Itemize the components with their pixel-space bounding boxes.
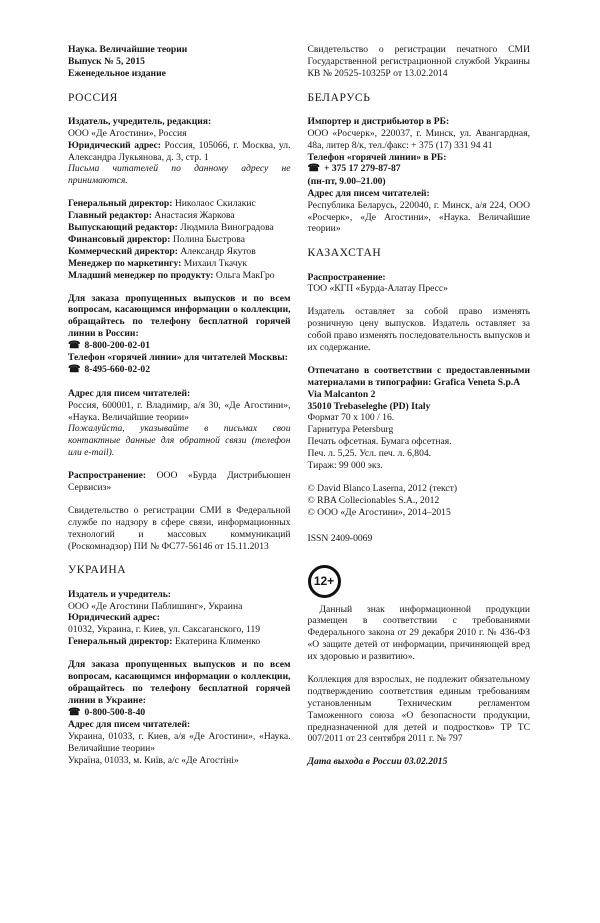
ukraine-letters-address-ua: Україна, 01033, м. Київ, а/с «Де Агостіні» [68, 754, 239, 766]
publisher-rights-note: Издатель оставляет за собой право изменять розничную цену выпусков. Издатель оставляет за собой право изменять последовательность выпусков и их содержание. [307, 306, 530, 354]
printing-address-line2: 35010 Trebaseleghe (PD) Italy [307, 400, 431, 412]
ukraine-hotline-phone-line [68, 707, 291, 719]
belarus-hotline-phone-number: + 375 17 279-87-87 [323, 163, 401, 175]
russia-legal-address [68, 140, 291, 164]
age-rating-badge [308, 565, 341, 598]
section-heading-ukraine: УКРАИНА [68, 564, 127, 577]
director-label: Генеральный директор: [68, 636, 173, 648]
section-heading-kazakhstan: КАЗАХСТАН [307, 247, 382, 260]
release-date: Дата выхода в России 03.02.2015 [307, 756, 448, 768]
distribution-value: ООО «Бурда Дистрибьюшен Сервисиз» [68, 470, 291, 493]
ukraine-director [68, 636, 291, 648]
ukraine-publisher-block [68, 589, 291, 648]
russia-hotline-phone-line [68, 340, 291, 352]
kazakhstan-block [308, 272, 531, 296]
staff-role-label: Главный редактор: [68, 210, 152, 222]
ukraine-letters-label: Адрес для писем читателей: [68, 719, 191, 731]
russia-publisher-value: ООО «Де Агостини», Россия [68, 127, 187, 139]
printing-address-line1: Via Malcanton 2 [307, 388, 376, 400]
adult-collection-note: Коллекция для взрослых, не подлежит обязательному подтверждению соответствия единым требованиям установленным Техническим регламентом Таможенного союза «О безопасности продукции, предназначенной для детей и подростков» ТР ТС 007/2011 от 23 сентября 2011 г. № 797 [307, 673, 530, 745]
letters-not-accepted-note: Письма читателей по данному адресу не принимаются. [68, 163, 291, 187]
belarus-letters-label: Адрес для писем читателей: [307, 187, 430, 199]
belarus-block [308, 116, 531, 235]
ukraine-hotline-intro: Для заказа пропущенных выпусков и по всем вопросам, касающимся информации о коллекции, обращайтесь по телефону бесплатной горячей линии в Украине: [68, 659, 291, 706]
copyright-block [308, 483, 531, 519]
staff-person-name: Полина Быстрова [172, 233, 245, 245]
belarus-importer-label: Импортер и дистрибьютор в РБ: [307, 115, 450, 127]
staff-person-name: Людмила Виноградова [180, 222, 274, 234]
age-rating-block [308, 565, 531, 663]
staff-role-label: Финансовый директор: [68, 233, 171, 245]
ukraine-hotline-phone-number: 0-800-500-8-40 [84, 706, 146, 718]
copyright-line: © RBA Collecionables S.A., 2012 [307, 494, 440, 506]
publication-title: Наука. Величайшие теории [68, 44, 188, 55]
belarus-importer-value: ООО «Росчерк», 220037, г. Минск, ул. Авангардная, 48а, литер 8/к, тел./факс: + 375 (17) 331 94 41 [307, 127, 530, 151]
staff-row [68, 246, 291, 258]
ukraine-letters-address-ru: Украина, 01033, г. Киев, а/я «Де Агостини», «Наука. Величайшие теории» [68, 730, 291, 754]
ukraine-hotline-block [68, 659, 291, 767]
moscow-hotline-label: Телефон «горячей линии» для читателей Москвы: [68, 352, 288, 364]
russia-staff-block [68, 198, 291, 281]
printing-format: Формат 70 x 100 / 16. [307, 412, 395, 424]
staff-row [68, 270, 291, 282]
kazakhstan-distribution-value: ТОО «КГП «Бурда-Алатау Пресс» [307, 283, 448, 295]
russia-publisher-label: Издатель, учредитель, редакция: [68, 115, 212, 127]
phone-icon: ☎ [307, 163, 320, 175]
staff-row [68, 210, 291, 222]
ukraine-legal-address-value: 01032, Украина, г. Киев, ул. Саксаганского, 119 [68, 624, 261, 636]
staff-role-label: Генеральный директор: [68, 198, 173, 210]
staff-role-label: Коммерческий директор: [68, 245, 178, 257]
staff-row [68, 222, 291, 234]
russia-letters-contact-note: Пожалуйста, указывайте в письмах свои контактные данные для обратной связи (телефон или e-mail). [68, 423, 291, 459]
russia-hotline-phone-number: 8-800-200-02-01 [84, 340, 151, 352]
belarus-hotline-hours: (пн-пт, 9.00–21.00) [307, 175, 386, 187]
legal-address-value: Россия, 105066, г. Москва, ул. Александра Лукьянова, д. 3, стр. 1 [68, 139, 291, 163]
kazakhstan-distribution-label: Распространение: [307, 271, 386, 283]
staff-row [68, 198, 291, 210]
ukraine-print-certificate: Свидетельство о регистрации печатного СМИ Государственной регистрационной службой Украины КВ № 20525-10325Р от 13.02.2014 [307, 44, 530, 79]
age-rating-value: 12+ [313, 573, 335, 588]
russia-letters-label: Адрес для писем читателей: [68, 387, 191, 399]
belarus-hotline-phone-line [308, 163, 531, 175]
right-column [308, 44, 531, 915]
section-heading-russia: РОССИЯ [68, 91, 118, 104]
staff-person-name: Николаос Скилакис [174, 198, 256, 210]
staff-person-name: Ольга МакГро [215, 269, 275, 281]
russia-media-certificate: Свидетельство о регистрации СМИ в Федеральной службе по надзору в сфере связи, информационных технологий и массовых коммуникаций (Роскомнадзор) ПИ № ФС77-56146 от 15.11.2013 [68, 504, 291, 552]
printing-circulation: Тираж: 99 000 экз. [307, 460, 383, 472]
staff-row [68, 258, 291, 270]
director-name: Екатерина Клименко [174, 636, 261, 648]
moscow-hotline-phone-number: 8-495-660-02-02 [84, 364, 151, 376]
russia-letters-address: Россия, 600001, г. Владимир, а/я 30, «Де Агостини», «Наука. Величайшие теории» [68, 399, 291, 423]
staff-role-label: Выпускающий редактор: [68, 222, 178, 234]
russia-letters-block [68, 388, 291, 459]
age-rating-note: Данный знак информационной продукции размещен в соответствии с требованиями Федерального закона от 29 декабря 2010 г. № 436-ФЗ «О защите детей от информации, причиняющей вред их здоровью и развитию». [307, 603, 530, 663]
edition-type: Еженедельное издание [68, 67, 166, 79]
moscow-hotline-phone-line [68, 364, 291, 376]
printing-block [308, 365, 531, 472]
russia-distribution [68, 470, 291, 494]
staff-role-label: Младший менеджер по продукту: [68, 269, 214, 281]
left-column [68, 44, 291, 915]
issn-number: ISSN 2409-0069 [307, 532, 373, 544]
printing-typeface: Гарнитура Petersburg [307, 424, 394, 436]
staff-row [68, 234, 291, 246]
distribution-label: Распространение: [68, 470, 147, 482]
belarus-hotline-label: Телефон «горячей линии» в РБ: [307, 151, 447, 163]
copyright-line: © David Blanco Laserna, 2012 (текст) [307, 482, 458, 494]
staff-role-label: Менеджер по маркетингу: [68, 257, 182, 269]
staff-person-name: Анастасия Жаркова [154, 210, 235, 222]
printing-paper: Печать офсетная. Бумага офсетная. [307, 436, 452, 448]
section-heading-belarus: БЕЛАРУСЬ [307, 91, 371, 104]
issue-number: Выпуск № 5, 2015 [68, 55, 145, 67]
ukraine-publisher-label: Издатель и учредитель: [68, 588, 171, 600]
legal-address-label: Юридический адрес: [68, 139, 162, 151]
ukraine-publisher-value: ООО «Де Агостини Паблишинг», Украина [68, 600, 243, 612]
russia-publisher-block [68, 116, 291, 187]
printing-sheets: Печ. л. 5,25. Усл. печ. л. 6,804. [307, 448, 432, 460]
masthead [68, 44, 291, 80]
staff-person-name: Александр Якутов [180, 245, 256, 257]
phone-icon: ☎ [68, 364, 81, 376]
phone-icon: ☎ [68, 706, 81, 718]
phone-icon: ☎ [68, 340, 81, 352]
russia-hotline-intro: Для заказа пропущенных выпусков и по всем вопросам, касающимся информации о коллекции, обращайтесь по телефону бесплатной горячей линии в России: [68, 292, 291, 340]
copyright-line: © ООО «Де Агостини», 2014–2015 [307, 506, 451, 518]
ukraine-legal-address-label: Юридический адрес: [68, 612, 160, 624]
printing-intro: Отпечатано в соответствии с предоставленными материалами в типографии: Grafica Veneta S.p.A [307, 364, 530, 388]
staff-person-name: Михаил Ткачук [183, 257, 248, 269]
russia-distribution-block [68, 470, 291, 494]
belarus-letters-address: Республика Беларусь, 220040, г. Минск, а/я 224, ООО «Росчерк», «Де Агостини», «Наука. Величайшие теории» [307, 199, 530, 235]
russia-hotline-block [68, 293, 291, 377]
